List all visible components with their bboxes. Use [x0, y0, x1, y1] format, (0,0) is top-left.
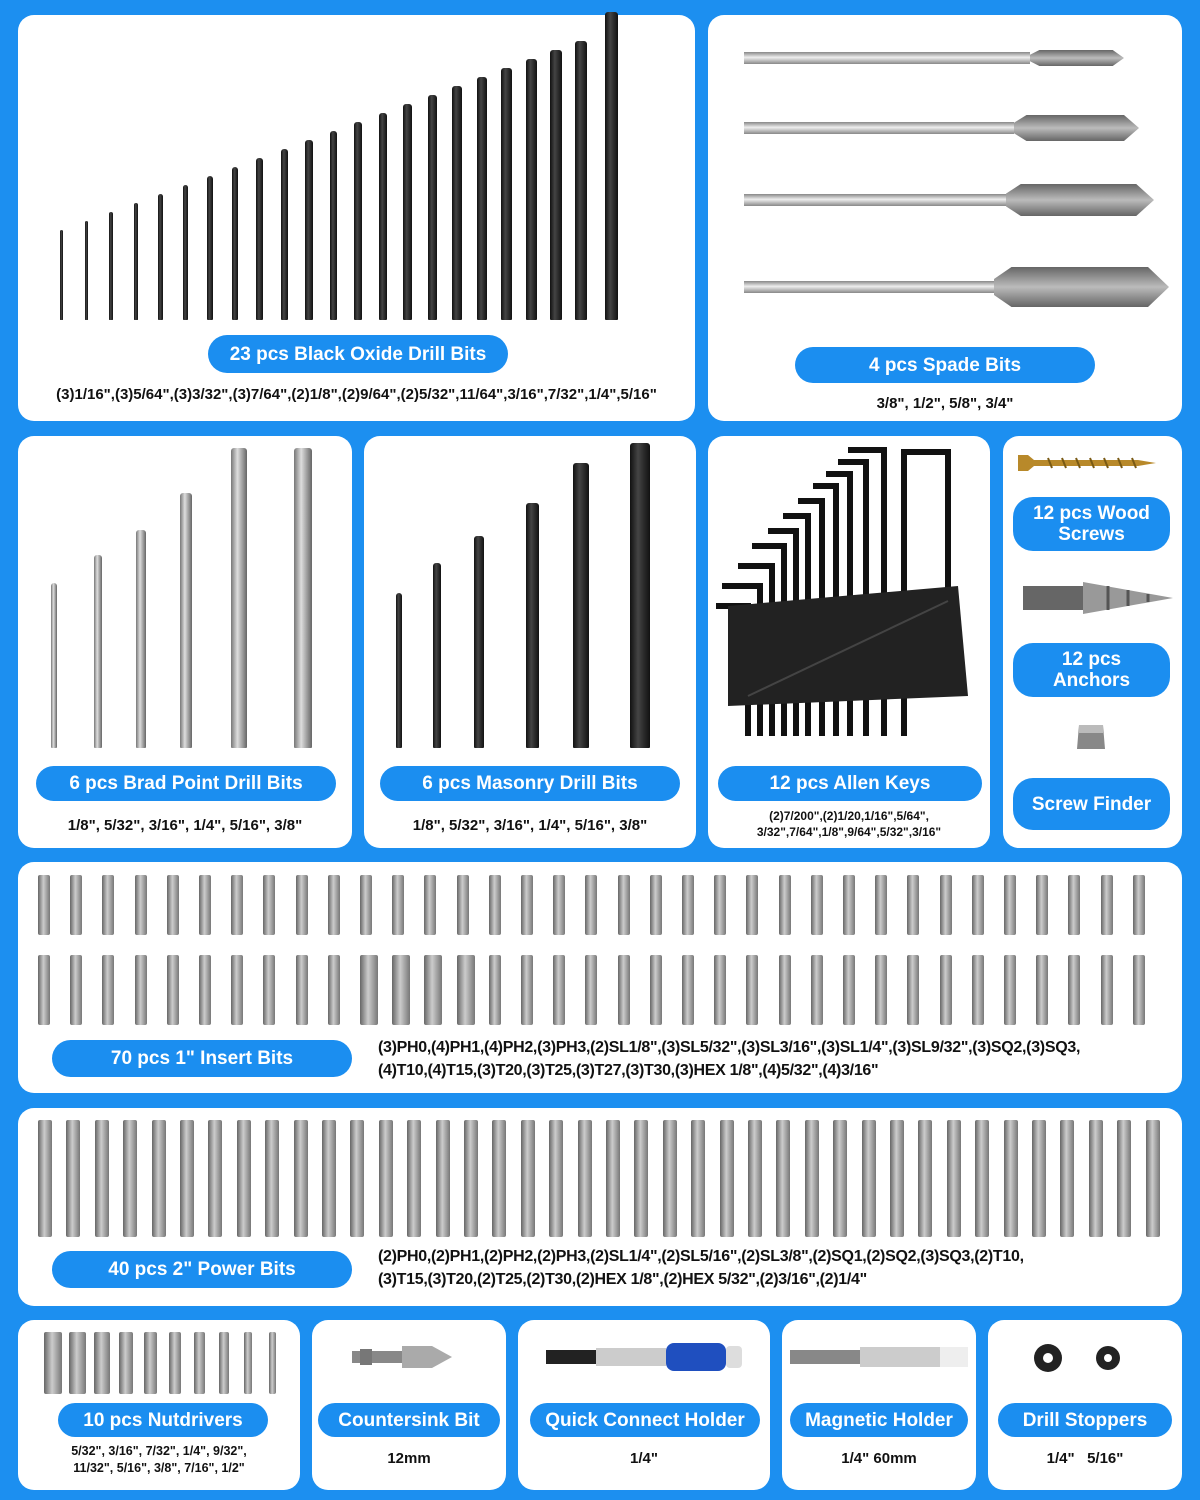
nutdriver: [119, 1332, 133, 1394]
screw-finder-title: Screw Finder: [1013, 778, 1170, 830]
insert-bit: [231, 955, 243, 1025]
power-bit: [492, 1120, 506, 1237]
power-bit: [95, 1120, 109, 1237]
drill-bit: [550, 50, 562, 320]
power-bit: [862, 1120, 876, 1237]
black-oxide-bits-image: [18, 15, 695, 335]
nutdriver: [144, 1332, 157, 1394]
insert-bit: [328, 875, 340, 935]
allen-panel: [708, 436, 990, 848]
drill-bit: [207, 176, 213, 320]
insert-bit: [135, 955, 147, 1025]
insert-bit: [779, 875, 791, 935]
insert-bit: [38, 875, 50, 935]
power-bit: [208, 1120, 222, 1237]
power-bit: [464, 1120, 478, 1237]
insert-bit: [811, 955, 823, 1025]
drill-bit: [452, 86, 462, 320]
insert-bit: [102, 875, 114, 935]
power-bits-image: [18, 1108, 1182, 1243]
quick-connect-title: Quick Connect Holder: [530, 1403, 760, 1437]
spade-title: 4 pcs Spade Bits: [795, 347, 1095, 383]
power-bit: [691, 1120, 705, 1237]
nutdriver: [44, 1332, 62, 1394]
black-oxide-sizes: (3)1/16",(3)5/64",(3)3/32",(3)7/64",(2)1/8",(2)9/64",(2)5/32",11/64",3/16",7/32",1/4",5/16": [56, 386, 657, 403]
power-bit: [1060, 1120, 1074, 1237]
insert-bit: [1068, 955, 1080, 1025]
nutdriver: [244, 1332, 252, 1394]
power-bit: [606, 1120, 620, 1237]
power-bit: [521, 1120, 535, 1237]
power-bit: [805, 1120, 819, 1237]
wood-screw-icon: [1018, 451, 1158, 475]
power-bit: [634, 1120, 648, 1237]
brad-point-sizes: 1/8", 5/32", 3/16", 1/4", 5/16", 3/8": [67, 817, 303, 834]
spade-sizes: 3/8", 1/2", 5/8", 3/4": [876, 395, 1014, 412]
spade-shaft: [744, 281, 994, 293]
nutdriver: [219, 1332, 229, 1394]
power-bit: [407, 1120, 421, 1237]
quick-connect-panel: [518, 1320, 770, 1490]
insert-bits-image: [18, 862, 1182, 1037]
spade-bits-image: [708, 15, 1182, 335]
nutdrivers-line1: 5/32", 3/16", 7/32", 1/4", 9/32",: [71, 1444, 247, 1458]
countersink-title: Countersink Bit: [318, 1403, 500, 1437]
insert-bit: [392, 955, 410, 1025]
insert-bits-title: 70 pcs 1" Insert Bits: [52, 1040, 352, 1077]
power-bit: [38, 1120, 52, 1237]
black-oxide-title: 23 pcs Black Oxide Drill Bits: [208, 335, 508, 373]
insert-bit: [585, 875, 597, 935]
insert-bit: [167, 875, 179, 935]
power-bit: [975, 1120, 989, 1237]
insert-bit: [263, 955, 275, 1025]
insert-bit: [553, 875, 565, 935]
drill-bit: [109, 212, 113, 320]
countersink-size: 12mm: [387, 1450, 431, 1467]
insert-bit: [1068, 875, 1080, 935]
power-bit: [578, 1120, 592, 1237]
power-bit: [833, 1120, 847, 1237]
power-bit: [322, 1120, 336, 1237]
insert-bit: [650, 875, 662, 935]
drill-bit: [330, 131, 338, 320]
countersink-panel: [312, 1320, 506, 1490]
power-bit: [663, 1120, 677, 1237]
insert-bit: [779, 955, 791, 1025]
drill-bit: [134, 203, 138, 320]
drill-stoppers-size: 1/4" 5/16": [1046, 1450, 1124, 1467]
drill-bit: [379, 113, 388, 320]
drill-bit: [183, 185, 188, 320]
insert-bit: [972, 875, 984, 935]
insert-bit: [1133, 875, 1145, 935]
insert-bit: [553, 955, 565, 1025]
insert-bit: [618, 955, 630, 1025]
quick-connect-holder-icon: [546, 1340, 746, 1376]
spade-blade: [1014, 115, 1139, 141]
power-bit: [1032, 1120, 1046, 1237]
insert-bit: [714, 955, 726, 1025]
drill-bit: [605, 12, 618, 320]
insert-bit: [618, 875, 630, 935]
power-bit: [152, 1120, 166, 1237]
magnetic-holder-panel: [782, 1320, 976, 1490]
drill-bit: [428, 95, 438, 320]
insert-bit: [907, 875, 919, 935]
insert-bit: [650, 955, 662, 1025]
spade-shaft: [744, 52, 1030, 64]
quick-connect-size: 1/4": [630, 1450, 658, 1467]
insert-bits-line1: (3)PH0,(4)PH1,(4)PH2,(3)PH3,(2)SL1/8",(3)SL5/32",(3)SL3/16",(3)SL1/4",(3)SL9/32",(3)SQ2,(3)SQ3,: [378, 1039, 1081, 1056]
insert-bit: [1004, 955, 1016, 1025]
masonry-panel: [364, 436, 696, 848]
insert-bit: [1004, 875, 1016, 935]
countersink-bit-icon: [352, 1342, 472, 1372]
insert-bit: [1036, 875, 1048, 935]
nutdriver: [94, 1332, 110, 1394]
brad-point-bit: [231, 448, 247, 748]
drill-bit: [85, 221, 88, 320]
insert-bit: [521, 955, 533, 1025]
drill-bit: [403, 104, 412, 320]
spade-blade: [1030, 50, 1124, 66]
brad-point-bits-image: [18, 436, 352, 756]
drill-bit: [305, 140, 313, 320]
drill-stoppers-panel: [988, 1320, 1182, 1490]
masonry-bit: [630, 443, 650, 748]
power-bit: [947, 1120, 961, 1237]
anchors-title: 12 pcs Anchors: [1013, 643, 1170, 697]
insert-bit: [682, 955, 694, 1025]
power-bit: [237, 1120, 251, 1237]
power-bit: [379, 1120, 393, 1237]
insert-bit: [360, 875, 372, 935]
power-bit: [748, 1120, 762, 1237]
power-bits-line1: (2)PH0,(2)PH1,(2)PH2,(2)PH3,(2)SL1/4",(2)SL5/16",(2)SL3/8",(2)SQ1,(2)SQ2,(3)SQ3,(2)T10,: [378, 1248, 1024, 1265]
brad-point-panel: [18, 436, 352, 848]
insert-bit: [940, 875, 952, 935]
nutdrivers-image: [18, 1320, 300, 1400]
power-bit: [1117, 1120, 1131, 1237]
insert-bit: [360, 955, 378, 1025]
nutdrivers-line2: 11/32", 5/16", 3/8", 7/16", 1/2": [73, 1461, 245, 1475]
masonry-bit: [396, 593, 402, 748]
allen-title: 12 pcs Allen Keys: [718, 766, 982, 801]
power-bit: [265, 1120, 279, 1237]
power-bit: [66, 1120, 80, 1237]
power-bit: [123, 1120, 137, 1237]
brad-point-bit: [136, 530, 146, 748]
nutdriver: [169, 1332, 181, 1394]
insert-bit: [843, 955, 855, 1025]
insert-bit: [135, 875, 147, 935]
insert-bit: [199, 955, 211, 1025]
power-bits-line2: (3)T15,(3)T20,(2)T25,(2)T30,(2)HEX 1/8",(2)HEX 5/32",(2)3/16",(2)1/4": [378, 1271, 867, 1288]
drill-stoppers-icon: [1028, 1340, 1148, 1376]
insert-bit: [199, 875, 211, 935]
nutdriver: [69, 1332, 86, 1394]
power-bit: [549, 1120, 563, 1237]
insert-bit: [682, 875, 694, 935]
insert-bit: [328, 955, 340, 1025]
drill-bit: [575, 41, 587, 320]
spade-blade: [1006, 184, 1154, 216]
insert-bit: [1101, 875, 1113, 935]
masonry-bits-image: [364, 436, 696, 756]
insert-bit: [457, 955, 475, 1025]
power-bit: [1146, 1120, 1160, 1237]
insert-bit: [811, 875, 823, 935]
magnetic-holder-size: 1/4" 60mm: [841, 1450, 917, 1467]
insert-bit: [714, 875, 726, 935]
insert-bit: [102, 955, 114, 1025]
masonry-bit: [474, 536, 484, 748]
power-bit: [890, 1120, 904, 1237]
insert-bit: [746, 875, 758, 935]
insert-bit: [424, 955, 442, 1025]
insert-bit: [231, 875, 243, 935]
insert-bit: [940, 955, 952, 1025]
brad-point-title: 6 pcs Brad Point Drill Bits: [36, 766, 336, 801]
insert-bit: [746, 955, 758, 1025]
insert-bit: [875, 875, 887, 935]
insert-bit: [1133, 955, 1145, 1025]
masonry-bit: [526, 503, 539, 748]
power-bit: [776, 1120, 790, 1237]
nutdrivers-panel: [18, 1320, 300, 1490]
magnetic-holder-title: Magnetic Holder: [790, 1403, 968, 1437]
insert-bit: [585, 955, 597, 1025]
insert-bit: [875, 955, 887, 1025]
insert-bit: [38, 955, 50, 1025]
power-bit: [294, 1120, 308, 1237]
insert-bit: [424, 875, 436, 935]
brad-point-bit: [94, 555, 102, 748]
masonry-sizes: 1/8", 5/32", 3/16", 1/4", 5/16", 3/8": [412, 817, 648, 834]
power-bit: [436, 1120, 450, 1237]
power-bit: [1004, 1120, 1018, 1237]
power-bit: [180, 1120, 194, 1237]
drill-bit: [158, 194, 163, 320]
masonry-bit: [573, 463, 589, 748]
insert-bit: [972, 955, 984, 1025]
spade-shaft: [744, 194, 1006, 206]
insert-bit: [457, 875, 469, 935]
drill-bit: [281, 149, 288, 320]
insert-bit: [263, 875, 275, 935]
brad-point-bit: [51, 583, 57, 748]
drill-bit: [526, 59, 538, 320]
nutdriver: [194, 1332, 205, 1394]
allen-sizes-line1: (2)7/200",(2)1/20,1/16",5/64",: [769, 809, 929, 823]
magnetic-holder-icon: [790, 1344, 970, 1370]
brad-point-bit: [180, 493, 192, 748]
drill-bit: [256, 158, 263, 320]
insert-bit: [296, 875, 308, 935]
power-bit: [720, 1120, 734, 1237]
insert-bit: [1036, 955, 1048, 1025]
power-bit: [918, 1120, 932, 1237]
insert-bit: [70, 955, 82, 1025]
insert-bit: [521, 875, 533, 935]
allen-sizes-line2: 3/32",7/64",1/8",9/64",5/32",3/16": [756, 825, 942, 839]
insert-bits-line2: (4)T10,(4)T15,(3)T20,(3)T25,(3)T27,(3)T30,(3)HEX 1/8",(4)5/32",(4)3/16": [378, 1062, 879, 1079]
spade-blade: [994, 267, 1169, 307]
black-oxide-panel: [18, 15, 695, 421]
nutdrivers-title: 10 pcs Nutdrivers: [58, 1403, 268, 1437]
drill-bit: [60, 230, 63, 320]
drill-bit: [232, 167, 238, 320]
insert-bits-panel: [18, 862, 1182, 1093]
insert-bit: [296, 955, 308, 1025]
brad-point-bit: [294, 448, 312, 748]
insert-bit: [489, 875, 501, 935]
power-bits-title: 40 pcs 2" Power Bits: [52, 1251, 352, 1288]
power-bit: [350, 1120, 364, 1237]
spade-panel: [708, 15, 1182, 421]
screw-finder-icon: [1075, 721, 1107, 753]
anchor-icon: [1023, 576, 1173, 620]
drill-bit: [354, 122, 362, 320]
masonry-bit: [433, 563, 441, 748]
spade-shaft: [744, 122, 1014, 134]
insert-bit: [167, 955, 179, 1025]
drill-stoppers-title: Drill Stoppers: [998, 1403, 1172, 1437]
drill-bit: [501, 68, 512, 320]
masonry-title: 6 pcs Masonry Drill Bits: [380, 766, 680, 801]
power-bits-panel: [18, 1108, 1182, 1306]
power-bit: [1089, 1120, 1103, 1237]
insert-bit: [1101, 955, 1113, 1025]
allen-keys-image: [708, 436, 990, 756]
insert-bit: [70, 875, 82, 935]
misc-panel: [1003, 436, 1182, 848]
nutdriver: [269, 1332, 276, 1394]
insert-bit: [907, 955, 919, 1025]
insert-bit: [489, 955, 501, 1025]
wood-screws-title: 12 pcs Wood Screws: [1013, 497, 1170, 551]
drill-bit: [477, 77, 488, 320]
insert-bit: [392, 875, 404, 935]
insert-bit: [843, 875, 855, 935]
